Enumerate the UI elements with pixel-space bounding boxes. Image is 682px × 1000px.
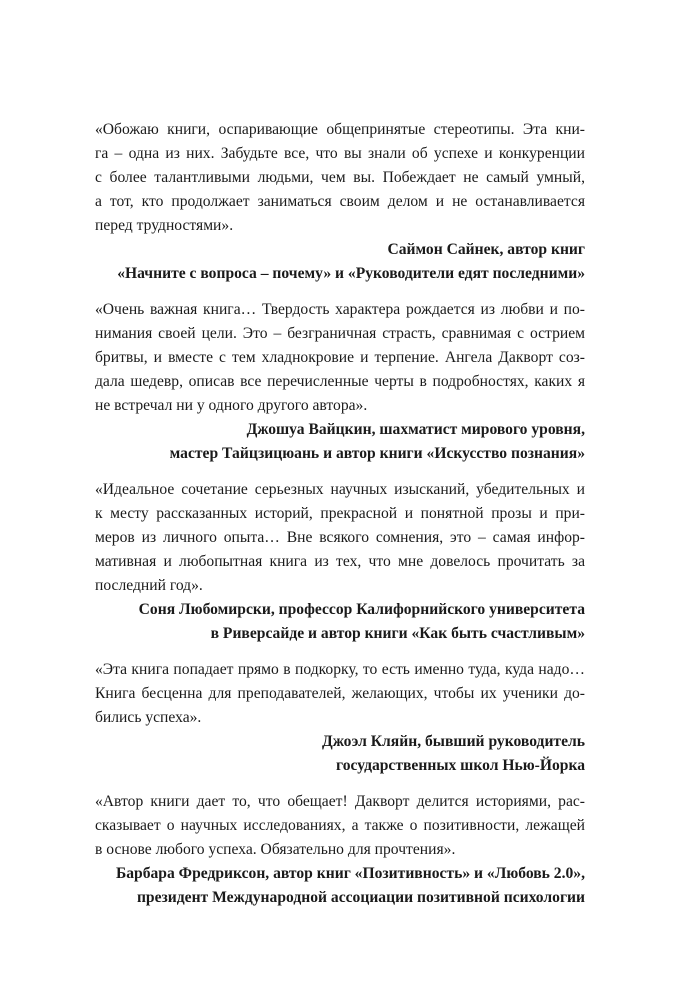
attribution-line: Джоэл Кляйн, бывший руководитель [322,733,585,750]
quote-attribution [95,238,585,286]
document-page [95,118,585,922]
quote-line: не встречал ни у одного другого автора». [95,397,368,414]
quote-line: в основе любого успеха. Обязательно для прочтения». [95,841,456,858]
quote-attribution [95,862,585,910]
quote-line: «Эта книга попадает прямо в подкорку, то есть именно туда, куда надо… [95,661,585,678]
quote-line: га – одна из них. Забудьте все, что вы знали об успехе и конкуренции [95,145,585,162]
attribution-line: государственных школ Нью-Йорка [336,757,585,774]
attribution-line: «Начните с вопроса – почему» и «Руководители едят последними» [117,265,585,282]
quote-line: бились успеха». [95,709,202,726]
quote-text [95,298,585,418]
quote-line: меров из личного опыта… Вне всякого сомнения, это – самая инфор- [95,529,585,546]
quote-block [95,478,585,646]
attribution-line: Соня Любомирски, профессор Калифорнийского университета [138,601,585,618]
quote-text [95,790,585,862]
quote-line: «Обожаю книги, оспаривающие общепринятые стереотипы. Эта кни- [95,121,585,138]
quote-line: сказывает о научных исследованиях, а также о позитивности, лежащей [95,817,585,834]
quote-attribution [95,418,585,466]
quote-block [95,118,585,286]
quote-line: перед трудностями». [95,217,234,234]
attribution-line: Джошуа Вайцкин, шахматист мирового уровня, [246,421,585,438]
attribution-line: Саймон Сайнек, автор книг [387,241,585,258]
quote-line: а тот, кто продолжает заниматься своим делом и не останавливается [95,193,585,210]
quote-text [95,658,585,730]
quote-line: Книга бесценна для преподавателей, желающих, чтобы их ученики до- [95,685,585,702]
quote-line: «Автор книги дает то, что обещает! Дакворт делится историями, рас- [95,793,585,810]
quote-line: с более талантливыми людьми, чем вы. Побеждает не самый умный, [95,169,585,186]
quote-block [95,790,585,910]
quote-line: бритвы, и вместе с тем хладнокровие и терпение. Ангела Дакворт соз- [95,349,585,366]
quote-line: дала шедевр, описав все перечисленные черты в подробностях, каких я [95,373,585,390]
quote-text [95,118,585,238]
quote-attribution [95,598,585,646]
quote-block [95,298,585,466]
quote-text [95,478,585,598]
quote-line: мативная и любопытная книга из тех, что мне довелось прочитать за [95,553,585,570]
quote-attribution [95,730,585,778]
attribution-line: президент Международной ассоциации позитивной психологии [136,889,585,906]
attribution-line: мастер Тайцзицюань и автор книги «Искусство познания» [169,445,585,462]
quote-line: «Очень важная книга… Твердость характера рождается из любви и по- [95,301,585,318]
attribution-line: Барбара Фредриксон, автор книг «Позитивность» и «Любовь 2.0», [115,865,585,882]
quote-line: нимания своей цели. Это – безграничная страсть, сравнимая с острием [95,325,585,342]
quote-line: «Идеальное сочетание серьезных научных изысканий, убедительных и [95,481,585,498]
quote-line: последний год». [95,577,203,594]
quote-line: к месту рассказанных историй, прекрасной и понятной прозы и при- [95,505,585,522]
quote-block [95,658,585,778]
attribution-line: в Риверсайде и автор книги «Как быть счастливым» [210,625,585,642]
